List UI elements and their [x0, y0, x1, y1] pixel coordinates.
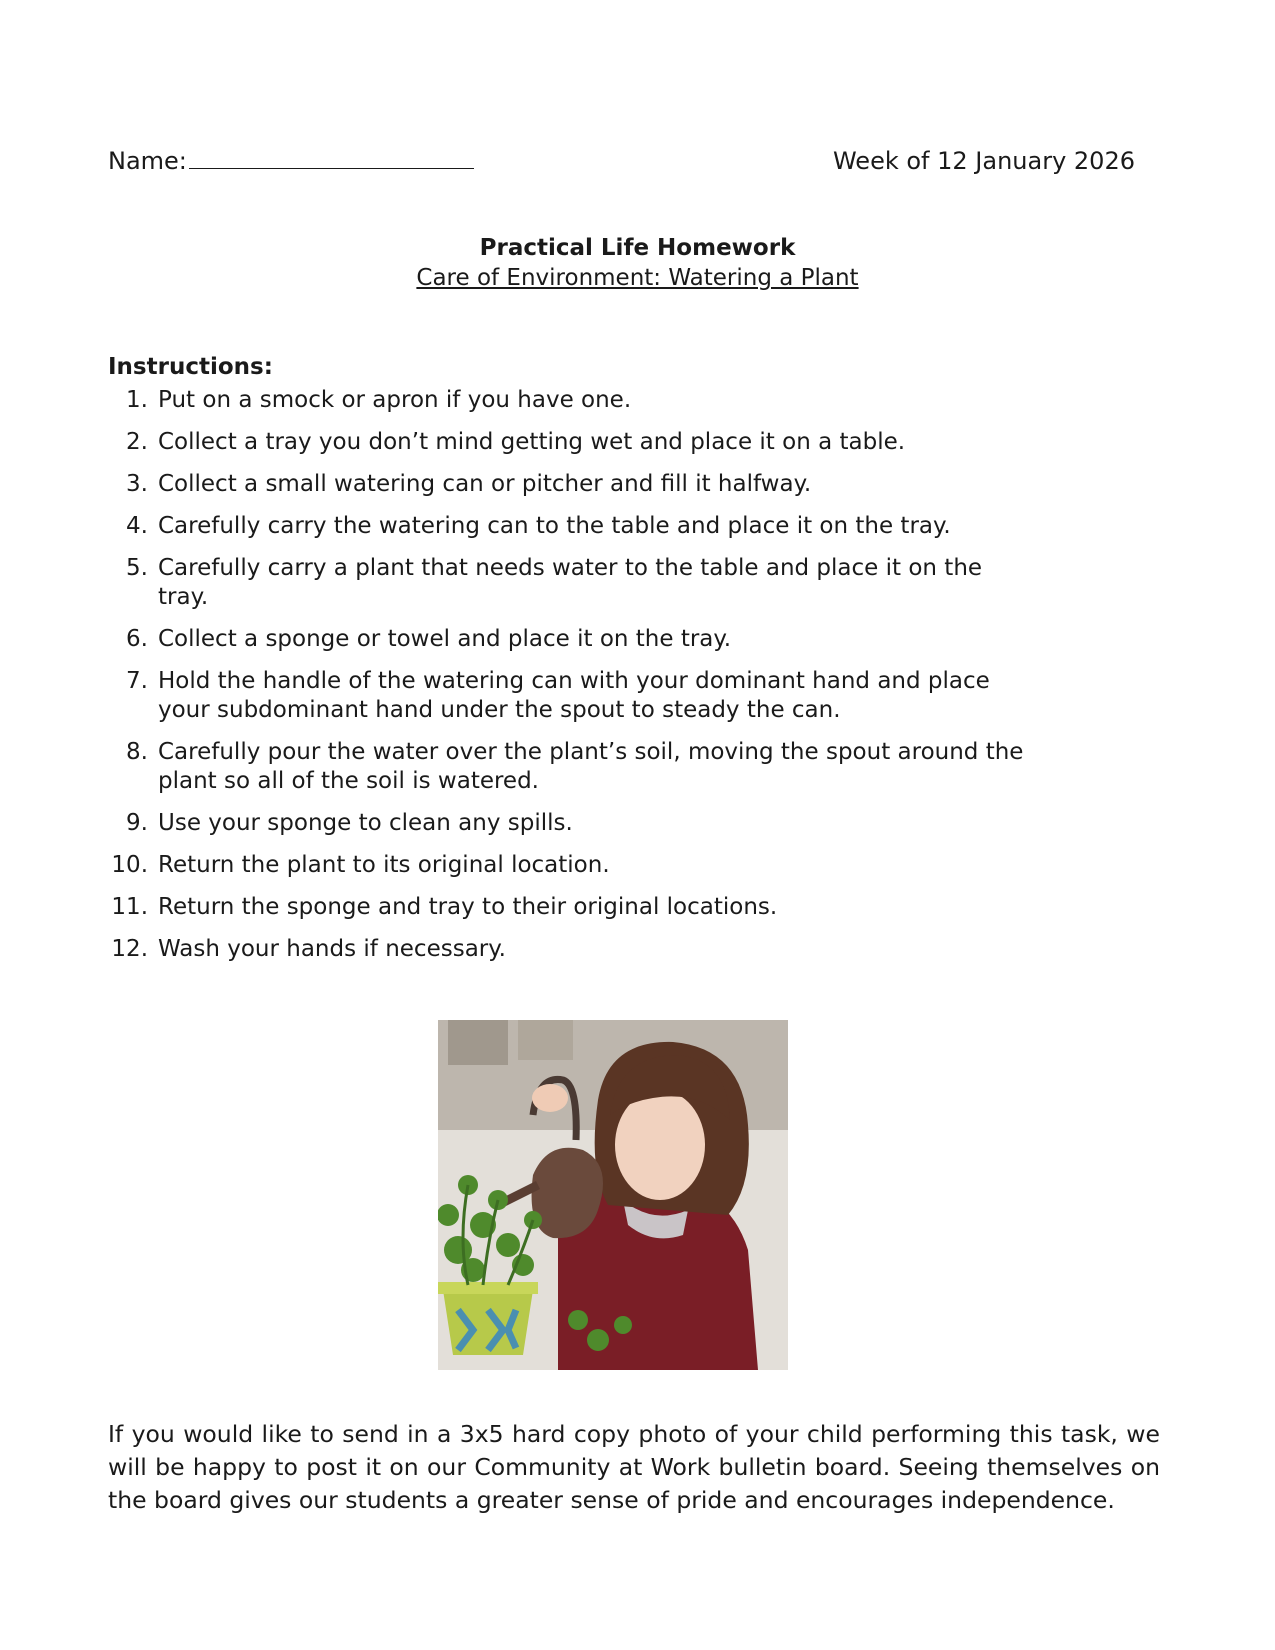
- week-label: Week of 12 January 2026: [832, 147, 1135, 175]
- name-label: Name:: [108, 147, 187, 175]
- instruction-step: [108, 893, 1048, 922]
- background-shelf: [448, 1020, 508, 1065]
- step-number: 10.: [111, 852, 148, 878]
- name-blank-line[interactable]: [189, 146, 474, 169]
- step-text: Carefully carry the watering can to the table and place it on the tray.: [158, 513, 951, 539]
- pot-rim: [438, 1282, 538, 1294]
- document-title: Practical Life Homework: [479, 235, 796, 261]
- step-text: Collect a sponge or towel and place it on the tray.: [158, 626, 732, 652]
- child-face: [615, 1090, 705, 1200]
- step-number: 12.: [111, 936, 148, 962]
- step-text: Put on a smock or apron if you have one.: [158, 387, 632, 413]
- instruction-step: [108, 667, 1048, 725]
- step-text: Wash your hands if necessary.: [158, 936, 506, 962]
- instruction-step: [108, 738, 1048, 796]
- instruction-step: [108, 809, 1048, 838]
- step-number: 2.: [126, 429, 148, 455]
- header-row: [108, 146, 1135, 175]
- instruction-step: [108, 625, 1048, 654]
- step-number: 7.: [126, 668, 148, 694]
- step-number: 8.: [126, 739, 148, 765]
- step-text: Collect a tray you don’t mind getting wet and place it on a table.: [158, 429, 906, 455]
- step-text: Carefully pour the water over the plant’s soil, moving the spout around the plant so all of the soil is watered.: [158, 739, 1024, 794]
- name-field: [108, 146, 474, 175]
- photo-illustration: [438, 1020, 788, 1370]
- instruction-step: [108, 512, 1048, 541]
- child-hand: [532, 1084, 568, 1112]
- instruction-step: [108, 851, 1048, 880]
- step-text: Return the plant to its original location.: [158, 852, 610, 878]
- instruction-step: [108, 386, 1048, 415]
- step-number: 9.: [126, 810, 148, 836]
- child-watering-plant-photo: [438, 1020, 788, 1370]
- step-text: Return the sponge and tray to their original locations.: [158, 894, 778, 920]
- instructions-section: [108, 352, 1048, 977]
- title-block: [0, 233, 1275, 293]
- step-number: 4.: [126, 513, 148, 539]
- instruction-steps-list: [108, 386, 1048, 964]
- step-text: Hold the handle of the watering can with your dominant hand and place your subdominant hand under the spout to steady the can.: [158, 668, 990, 723]
- instructions-label: Instructions:: [108, 354, 273, 380]
- step-text: Use your sponge to clean any spills.: [158, 810, 573, 836]
- instruction-step: [108, 935, 1048, 964]
- step-number: 11.: [111, 894, 148, 920]
- step-number: 6.: [126, 626, 148, 652]
- step-number: 5.: [126, 555, 148, 581]
- step-text: Collect a small watering can or pitcher and fill it halfway.: [158, 471, 812, 497]
- step-number: 1.: [126, 387, 148, 413]
- step-text: Carefully carry a plant that needs water to the table and place it on the tray.: [158, 555, 983, 610]
- instruction-step: [108, 470, 1048, 499]
- photo-request-note: If you would like to send in a 3x5 hard copy photo of your child performing this task, we will be happy to post it on our Community at Work bulletin board. Seeing themselves on the board gives our students a greater sense of pride and encourages independence.: [108, 1420, 1160, 1514]
- instruction-step: [108, 554, 1048, 612]
- document-subtitle: Care of Environment: Watering a Plant: [416, 265, 859, 291]
- step-number: 3.: [126, 471, 148, 497]
- background-shelf-2: [518, 1020, 573, 1060]
- instruction-step: [108, 428, 1048, 457]
